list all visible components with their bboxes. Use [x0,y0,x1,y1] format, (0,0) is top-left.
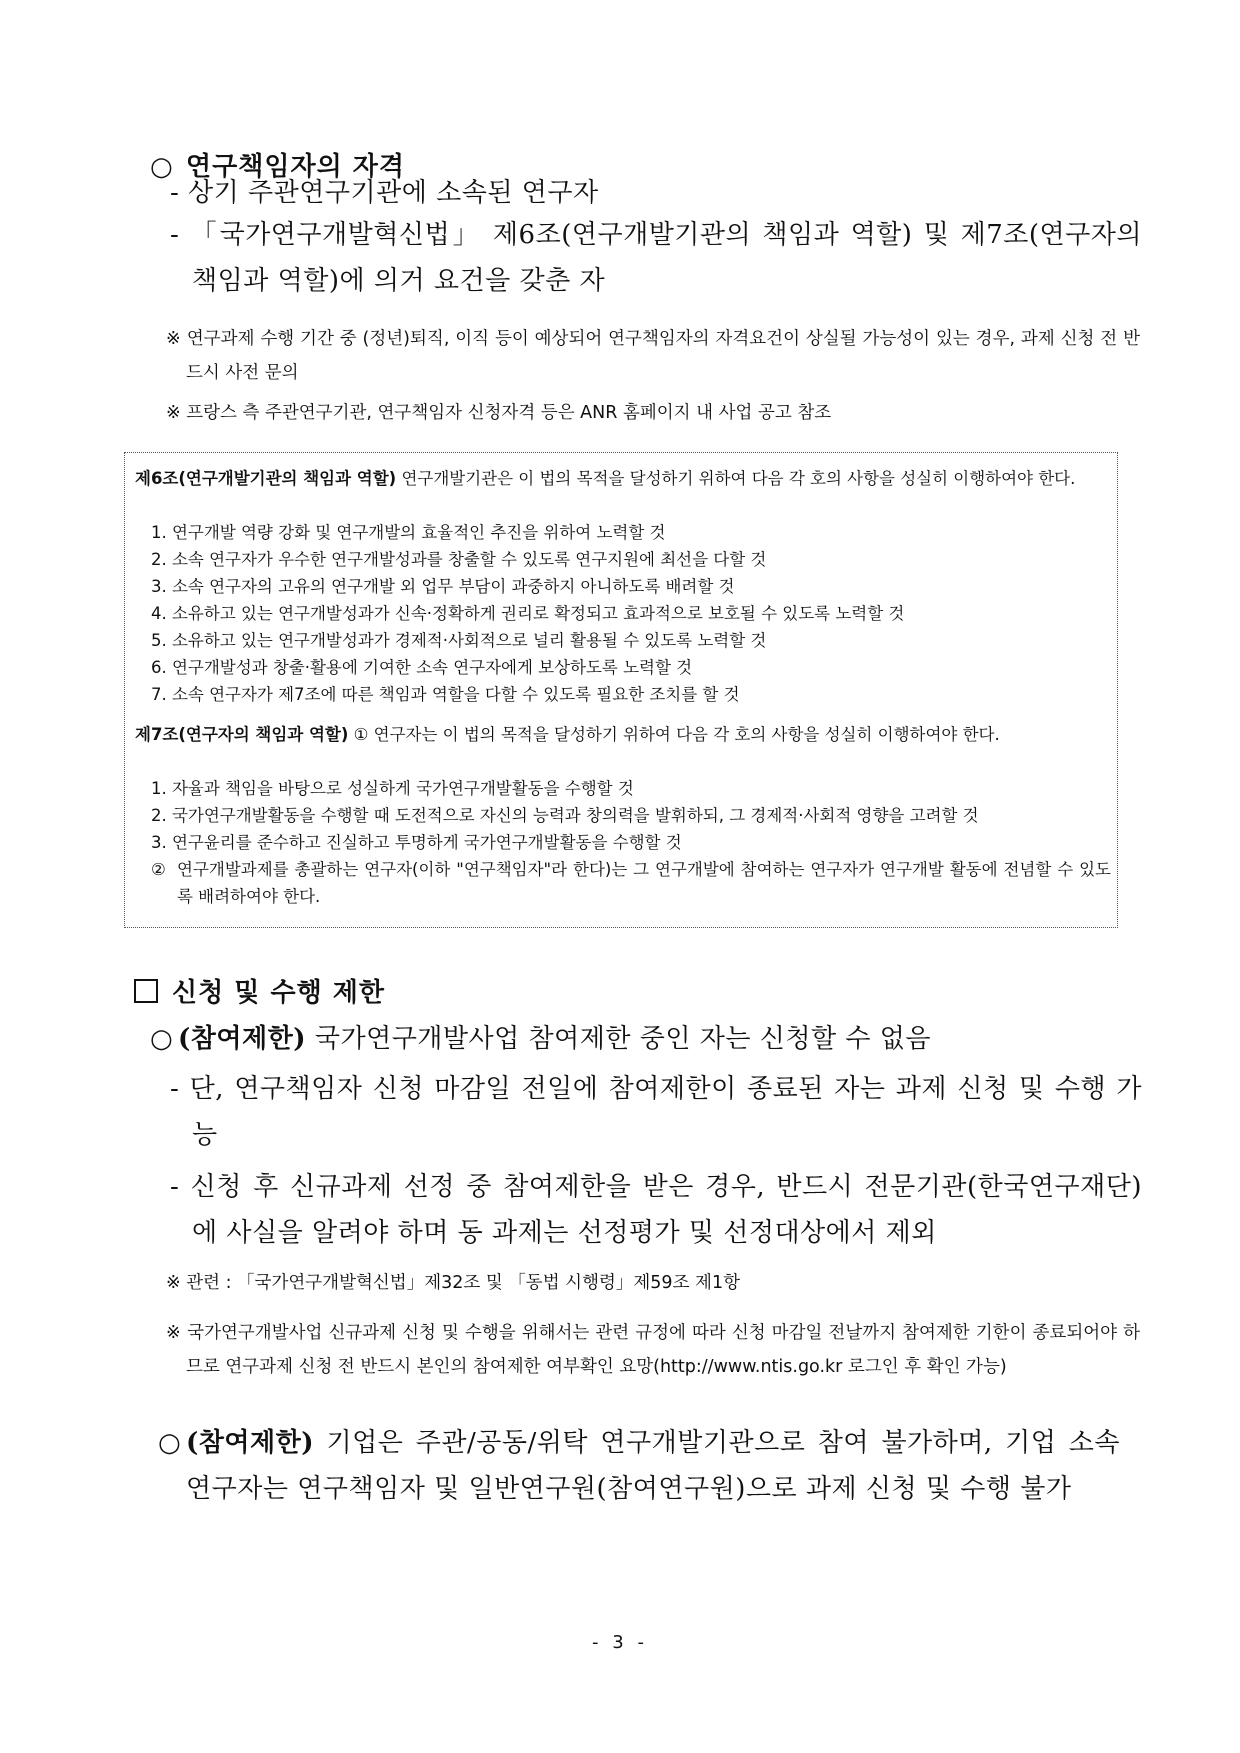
article-6-item: 6. 연구개발성과 창출·활용에 기여한 소속 연구자에게 보상하도록 노력할 것 [151,658,693,677]
article-7-intro: 제7조(연구자의 책임과 역할) ① 연구자는 이 법의 목적을 달성하기 위하여 다음 각 호의 사항을 성실히 이행하여야 한다. [135,725,1000,744]
law-excerpt-box [124,452,1118,928]
dash-item-affiliation: - 상기 주관연구기관에 소속된 연구자 [170,178,599,208]
bullet-company-restriction: ○ (참여제한) 기업은 주관/공동/위탁 연구개발기관으로 참여 불가하며, 기업 소속 연구자는 연구책임자 및 일반연구원(참여연구원)으로 과제 신청 및 수행 불가 [186,1420,1120,1512]
section-title-restrictions [134,972,385,1009]
bullet-participation-restriction: ○ (참여제한) 국가연구개발사업 참여제한 중인 자는 신청할 수 없음 [178,1016,1120,1062]
circle-bullet: ○ [158,1428,182,1458]
article-7-item: 3. 연구윤리를 준수하고 진실하고 투명하게 국가연구개발활동을 수행할 것 [151,833,682,852]
note-related-law: ※ 관련 : 「국가연구개발혁신법」제32조 및 「동법 시행령」제59조 제1항 [166,1273,740,1293]
dash-item-exception: - 단, 연구책임자 신청 마감일 전일에 참여제한이 종료된 자는 과제 신청 및 수행 가능 [170,1074,1142,1150]
dash-item-requirements: - 「국가연구개발혁신법」 제6조(연구개발기관의 책임과 역할) 및 제7조(연구자의 책임과 역할)에 의거 요건을 갖춘 자 [170,220,1142,296]
section-title-text: 신청 및 수행 제한 [172,978,385,1008]
circle-bullet: ○ [150,152,174,182]
article-6-item: 5. 소유하고 있는 연구개발성과가 경제적·사회적으로 널리 활용될 수 있도록 노력할 것 [151,631,767,650]
note-ntis-check: ※ 국가연구개발사업 신규과제 신청 및 수행을 위해서는 관련 규정에 따라 신청 마감일 전날까지 참여제한 기한이 종료되어야 하므로 연구과제 신청 전 반드시 본인의 참여제한 여부확인 요망(http://www.ntis.go.kr 로그인 후 확인 가능) [166,1323,1140,1377]
article-6-item: 1. 연구개발 역량 강화 및 연구개발의 효율적인 추진을 위하여 노력할 것 [151,523,666,542]
note-retirement: ※ 연구과제 수행 기간 중 (정년)퇴직, 이직 등이 예상되어 연구책임자의 자격요건이 상실될 가능성이 있는 경우, 과제 신청 전 반드시 사전 문의 [166,329,1140,383]
note-france-anr: ※ 프랑스 측 주관연구기관, 연구책임자 신청자격 등은 ANR 홈페이지 내 사업 공고 참조 [166,403,832,423]
dash-item-notify: - 신청 후 신규과제 선정 중 참여제한을 받은 경우, 반드시 전문기관(한국연구재단)에 사실을 알려야 하며 동 과제는 선정평가 및 선정대상에서 제외 [170,1172,1142,1248]
page-number: - 3 - [592,1632,648,1653]
article-7-paragraph-2: ② 연구개발과제를 총괄하는 연구자(이하 "연구책임자"라 한다)는 그 연구개발에 참여하는 연구자가 연구개발 활동에 전념할 수 있도록 배려하여야 한다. [151,860,1111,906]
square-bullet-icon [134,979,158,1003]
section-title-text: 연구책임자의 자격 [186,152,405,182]
article-6-heading: 제6조(연구개발기관의 책임과 역할) [135,469,397,488]
article-7-item: 2. 국가연구개발활동을 수행할 때 도전적으로 자신의 능력과 창의력을 발휘하되, 그 경제적·사회적 영향을 고려할 것 [151,806,979,825]
article-7-heading: 제7조(연구자의 책임과 역할) [135,725,349,744]
article-6-item: 4. 소유하고 있는 연구개발성과가 신속·정확하게 권리로 확정되고 효과적으로 보호될 수 있도록 노력할 것 [151,604,905,623]
article-6-item: 7. 소속 연구자가 제7조에 따른 책임과 역할을 다할 수 있도록 필요한 조치를 할 것 [151,685,740,704]
article-6-item: 2. 소속 연구자가 우수한 연구개발성과를 창출할 수 있도록 연구지원에 최선을 다할 것 [151,550,767,569]
article-6-item: 3. 소속 연구자의 고유의 연구개발 외 업무 부담이 과중하지 아니하도록 배려할 것 [151,577,735,596]
circle-bullet: ○ [150,1024,174,1054]
article-6-intro: 제6조(연구개발기관의 책임과 역할) 연구개발기관은 이 법의 목적을 달성하기 위하여 다음 각 호의 사항을 성실히 이행하여야 한다. [135,469,1076,488]
article-7-item: 1. 자율과 책임을 바탕으로 성실하게 국가연구개발활동을 수행할 것 [151,779,634,798]
